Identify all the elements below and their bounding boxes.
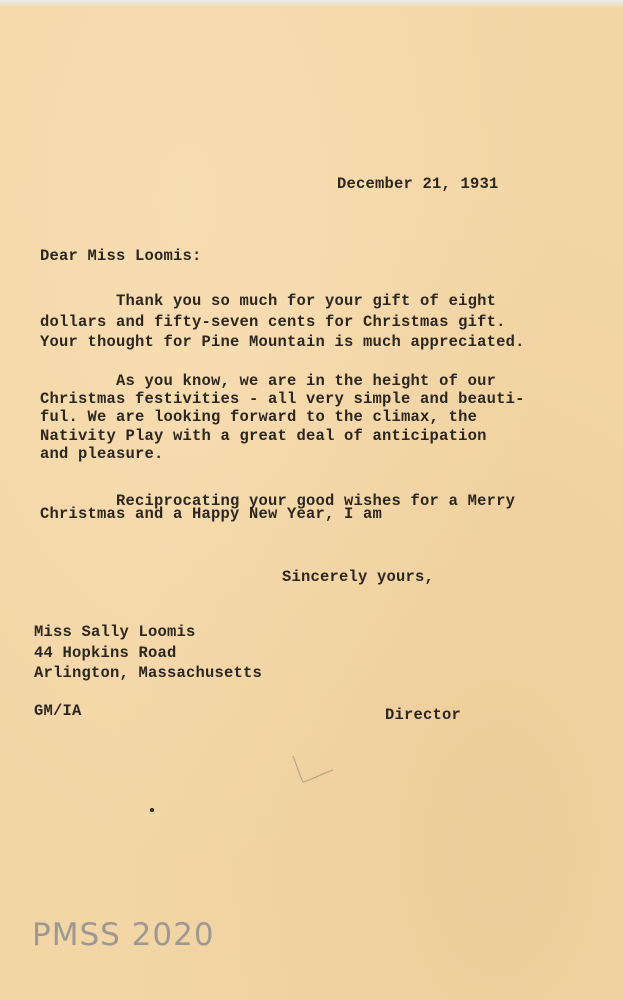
- paragraph-line: Your thought for Pine Mountain is much appreciated.: [40, 333, 525, 351]
- paragraph-line: As you know, we are in the height of our: [40, 372, 497, 390]
- paragraph-line: ful. We are looking forward to the climax, the: [40, 408, 478, 426]
- address-line: Arlington, Massachusetts: [34, 664, 263, 682]
- ink-dot: [150, 808, 154, 812]
- paragraph-line: dollars and fifty-seven cents for Christmas gift.: [40, 313, 506, 331]
- signer-title: Director: [385, 706, 462, 724]
- paragraph-line: Thank you so much for your gift of eight: [40, 292, 497, 310]
- letter-date: December 21, 1931: [337, 175, 499, 193]
- paper-top-edge: [0, 0, 623, 8]
- paragraph-line: and pleasure.: [40, 445, 164, 463]
- pencil-mark: [285, 752, 345, 802]
- paragraph-line: Nativity Play with a great deal of anticipation: [40, 427, 487, 445]
- paragraph-line: Reciprocating your good wishes for a Merry: [40, 492, 516, 510]
- address-line: 44 Hopkins Road: [34, 644, 177, 662]
- address-line: Miss Sally Loomis: [34, 623, 196, 641]
- reference-initials: GM/IA: [34, 702, 82, 720]
- paragraph-line: Christmas festivities - all very simple and beauti-: [40, 390, 525, 408]
- archive-watermark: PMSS 2020: [32, 917, 215, 953]
- paragraph-line: Christmas and a Happy New Year, I am: [40, 505, 383, 523]
- salutation: Dear Miss Loomis:: [40, 247, 202, 265]
- complimentary-close: Sincerely yours,: [282, 568, 435, 586]
